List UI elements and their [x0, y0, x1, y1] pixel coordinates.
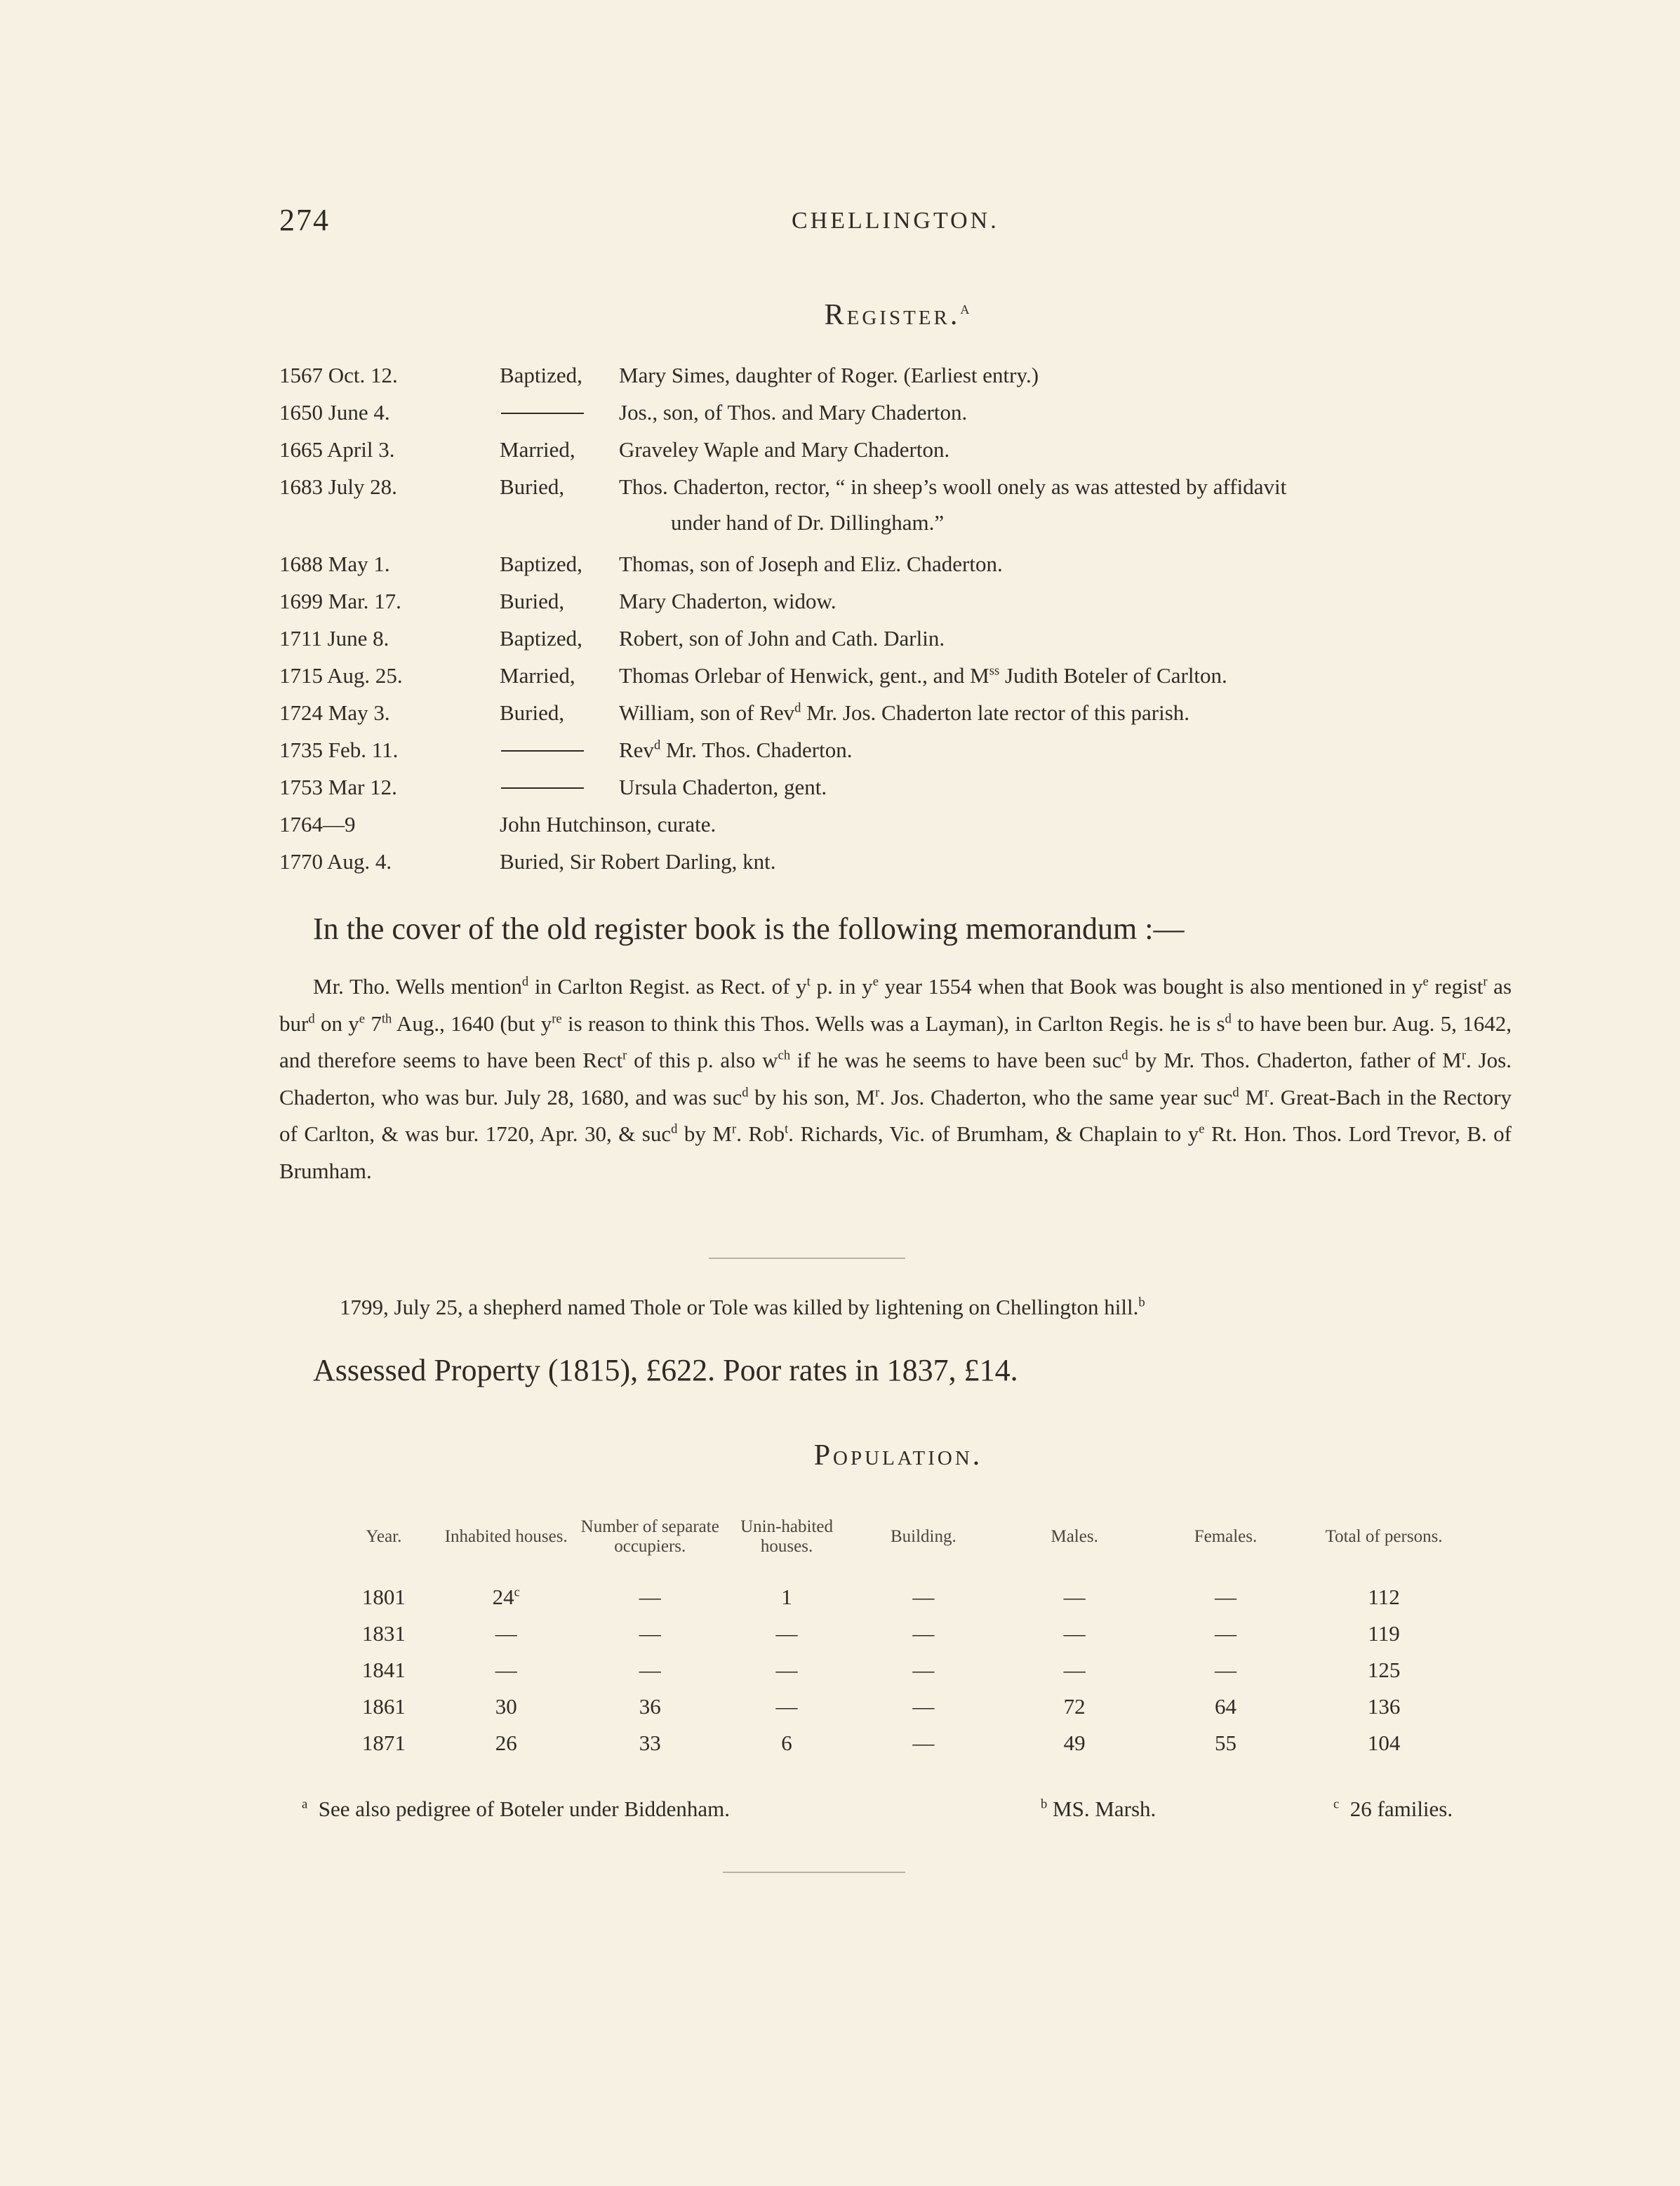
memo-text: by Mr. Thos. Chaderton, father of M	[1128, 1048, 1462, 1072]
register-type: Married,	[500, 437, 575, 462]
memo-text: regist	[1428, 974, 1484, 999]
memo-text: M	[1239, 1084, 1265, 1109]
cell-total: 125	[1367, 1658, 1401, 1682]
cell-year: 1871	[361, 1731, 406, 1755]
register-text: Buried, Sir Robert Darling, knt.	[500, 849, 776, 874]
cell-occupiers: —	[639, 1658, 661, 1682]
register-text: Jos., son, of Thos. and Mary Chaderton.	[619, 400, 968, 425]
register-date: 1567 Oct. 12.	[279, 363, 398, 387]
memo-superscript: r	[1264, 1085, 1269, 1100]
memo-text: year 1554 when that Book was bought is also mentioned in y	[878, 974, 1423, 999]
register-date: 1665 April 3.	[279, 437, 395, 462]
memo-text: . Richards, Vic. of Brumham, & Chaplain to y	[788, 1121, 1199, 1146]
memo-text: . Jos. Chaderton, who was bur. July 28, 1680, and was suc	[279, 1048, 1512, 1109]
memo-superscript: e	[872, 974, 879, 989]
cell-females: 55	[1214, 1731, 1236, 1755]
cell-occupiers: 36	[639, 1694, 661, 1719]
register-date: 1753 Mar 12.	[279, 775, 397, 799]
column-header: Total of persons.	[1325, 1527, 1443, 1546]
register-text: Graveley Waple and Mary Chaderton.	[619, 437, 950, 462]
register-date: 1699 Mar. 17.	[279, 589, 401, 613]
cell-uninhabited: —	[775, 1694, 798, 1719]
memo-superscript: e	[1199, 1121, 1205, 1137]
register-date: 1764—9	[279, 812, 356, 837]
memo-superscript: ch	[778, 1048, 791, 1063]
memorandum-heading: In the cover of the old register book is the following memorandum :—	[313, 912, 1185, 946]
column-header: Inhabited houses.	[444, 1527, 568, 1546]
footnote-b: $^b$ MS. Marsh.	[1041, 1797, 1156, 1821]
column-header: Unin-habited houses.	[740, 1517, 834, 1556]
memo-superscript: d	[521, 974, 529, 989]
cell-females: —	[1214, 1621, 1236, 1646]
cell-males: 49	[1063, 1731, 1086, 1755]
footnote-a: $^a$ See also pedigree of Boteler under Biddenham.	[302, 1797, 730, 1821]
cell-uninhabited: —	[775, 1658, 798, 1682]
register-text: Thomas Orlebar of Henwick, gent., and $M^{ss}$ Judith Boteler of Carlton.	[619, 663, 1227, 688]
register-text: William, son of Rev$^d$ Mr. Jos. Chaderton late rector of this parish.	[619, 700, 1190, 725]
memo-text: 7	[365, 1011, 382, 1036]
memo-text: if he was he seems to have been suc	[790, 1048, 1122, 1072]
cell-building: —	[912, 1694, 935, 1719]
cell-total: 119	[1368, 1621, 1400, 1646]
column-header: Males.	[1051, 1527, 1098, 1546]
register-text-cont: under hand of Dr. Dillingham.”	[671, 510, 945, 535]
memo-superscript: r	[1461, 1048, 1467, 1063]
table-row	[330, 1688, 1467, 1725]
register-type: Buried,	[500, 700, 565, 725]
cell-occupiers: 33	[639, 1731, 661, 1755]
cell-building: —	[912, 1621, 935, 1646]
register-text: John Hutchinson, curate.	[500, 812, 716, 837]
memo-text: by his son, M	[748, 1084, 876, 1109]
cell-males: —	[1063, 1621, 1086, 1646]
table-row	[330, 1652, 1467, 1688]
cell-building: —	[912, 1658, 935, 1682]
population-table	[330, 1495, 1467, 1761]
cell-inhabited: —	[495, 1621, 517, 1646]
cell-building: —	[912, 1731, 935, 1755]
cell-total: 104	[1367, 1731, 1401, 1755]
register-date: 1688 May 1.	[279, 552, 390, 576]
cell-occupiers: —	[639, 1621, 661, 1646]
cell-males: 72	[1063, 1694, 1086, 1719]
assessed-property: Assessed Property (1815), £622. Poor rates in 1837, £14.	[313, 1353, 1018, 1387]
memo-superscript: r	[875, 1085, 880, 1100]
cell-building: —	[912, 1585, 935, 1609]
register-text: Thomas, son of Joseph and Eliz. Chaderton.	[619, 552, 1003, 576]
cell-year: 1861	[361, 1694, 406, 1719]
memo-superscript: d	[742, 1085, 749, 1100]
register-date: 1735 Feb. 11.	[279, 738, 399, 762]
register-text: Ursula Chaderton, gent.	[619, 775, 827, 799]
register-text: Mary Simes, daughter of Roger. (Earliest entry.)	[619, 363, 1039, 387]
register-type: Baptized,	[500, 552, 582, 576]
memo-text: . Rob	[736, 1121, 785, 1146]
memo-superscript: t	[806, 974, 811, 989]
column-header: Year.	[366, 1527, 402, 1546]
register-date: 1650 June 4.	[279, 400, 390, 425]
memo-text: . Jos. Chaderton, who the same year suc	[879, 1084, 1233, 1109]
memo-superscript: th	[381, 1011, 392, 1027]
register-text: Robert, son of John and Cath. Darlin.	[619, 626, 945, 651]
cell-year: 1841	[361, 1658, 406, 1682]
memo-text: Rt. Hon. Thos. Lord Trevor, B. of Brumham.	[279, 1121, 1512, 1183]
memo-text: to have been bur. Aug. 5, 1642, and therefore seems to have been Rect	[279, 1011, 1512, 1072]
cell-males: —	[1063, 1585, 1086, 1609]
register-date: 1711 June 8.	[279, 626, 389, 651]
population-title: Population.	[813, 1439, 983, 1472]
memo-superscript: r	[1483, 974, 1488, 989]
table-row	[330, 1725, 1467, 1761]
memo-text: Mr. Tho. Wells mention	[313, 974, 522, 999]
cell-uninhabited: 6	[781, 1731, 792, 1755]
memo-text: as bur	[279, 974, 1512, 1036]
register-type: Baptized,	[500, 626, 582, 651]
memo-superscript: re	[552, 1011, 562, 1027]
memo-superscript: d	[671, 1121, 678, 1137]
memorandum-body	[279, 968, 1512, 1189]
memo-superscript: r	[622, 1048, 627, 1063]
memo-superscript: d	[1225, 1011, 1232, 1027]
register-type: Married,	[500, 663, 575, 688]
register-date: 1770 Aug. 4.	[279, 849, 392, 874]
memo-superscript: e	[359, 1011, 366, 1027]
memo-superscript: d	[308, 1011, 315, 1027]
page-number: 274	[279, 203, 330, 237]
footnote-c: $^c$ 26 families.	[1333, 1797, 1453, 1821]
register-title: Register.$^a$	[824, 299, 973, 331]
divider	[723, 1872, 905, 1873]
cell-uninhabited: —	[775, 1621, 798, 1646]
cell-inhabited: 26	[495, 1731, 517, 1755]
table-row	[330, 1615, 1467, 1652]
lightning-note: 1799, July 25, a shepherd named Thole or Tole was killed by lightening on Chellington hill.$^b$	[340, 1295, 1145, 1319]
memo-superscript: e	[1422, 974, 1429, 989]
divider	[709, 1258, 905, 1259]
memo-text: Aug., 1640 (but y	[392, 1011, 552, 1036]
cell-year: 1801	[361, 1585, 406, 1609]
memo-text: in Carlton Regist. as Rect. of y	[528, 974, 807, 999]
column-header: Building.	[890, 1527, 956, 1546]
register-type: Buried,	[500, 474, 565, 499]
memo-text: by M	[677, 1121, 732, 1146]
column-header: Females.	[1194, 1527, 1258, 1546]
memo-text: p. in y	[810, 974, 873, 999]
register-type: Baptized,	[500, 363, 582, 387]
memo-superscript: d	[1121, 1048, 1128, 1063]
register-type: Buried,	[500, 589, 565, 613]
cell-inhabited: —	[495, 1658, 517, 1682]
cell-total: 112	[1368, 1585, 1400, 1609]
cell-males: —	[1063, 1658, 1086, 1682]
table-header-row	[330, 1495, 1467, 1579]
memo-text: on y	[314, 1011, 359, 1036]
cell-females: —	[1214, 1585, 1236, 1609]
table-row	[330, 1579, 1467, 1615]
register-text: Thos. Chaderton, rector, “ in sheep’s wooll onely as was attested by affidavit	[619, 474, 1287, 499]
column-header: Number of separate occupiers.	[580, 1517, 719, 1556]
memo-superscript: t	[785, 1121, 789, 1137]
memo-text: . Great-Bach in the Rectory of Carlton, & was bur. 1720, Apr. 30, & suc	[279, 1084, 1512, 1146]
cell-inhabited: 30	[495, 1694, 517, 1719]
register-text: Rev$^d$ Mr. Thos. Chaderton.	[619, 738, 853, 762]
register-date: 1724 May 3.	[279, 700, 390, 725]
register-date: 1715 Aug. 25.	[279, 663, 403, 688]
register-date: 1683 July 28.	[279, 474, 397, 499]
cell-females: 64	[1214, 1694, 1236, 1719]
register-text: Mary Chaderton, widow.	[619, 589, 836, 613]
memo-text: is reason to think this Thos. Wells was a Layman), in Carlton Regis. he is s	[561, 1011, 1225, 1036]
cell-total: 136	[1367, 1694, 1401, 1719]
cell-year: 1831	[361, 1621, 406, 1646]
memo-superscript: r	[731, 1121, 737, 1137]
cell-uninhabited: 1	[781, 1585, 792, 1609]
memo-text: of this p. also w	[627, 1048, 778, 1072]
running-title: CHELLINGTON.	[792, 208, 999, 234]
cell-females: —	[1214, 1658, 1236, 1682]
memo-superscript: d	[1232, 1085, 1239, 1100]
cell-occupiers: —	[639, 1585, 661, 1609]
cell-inhabited: 24$^c$	[492, 1585, 520, 1609]
